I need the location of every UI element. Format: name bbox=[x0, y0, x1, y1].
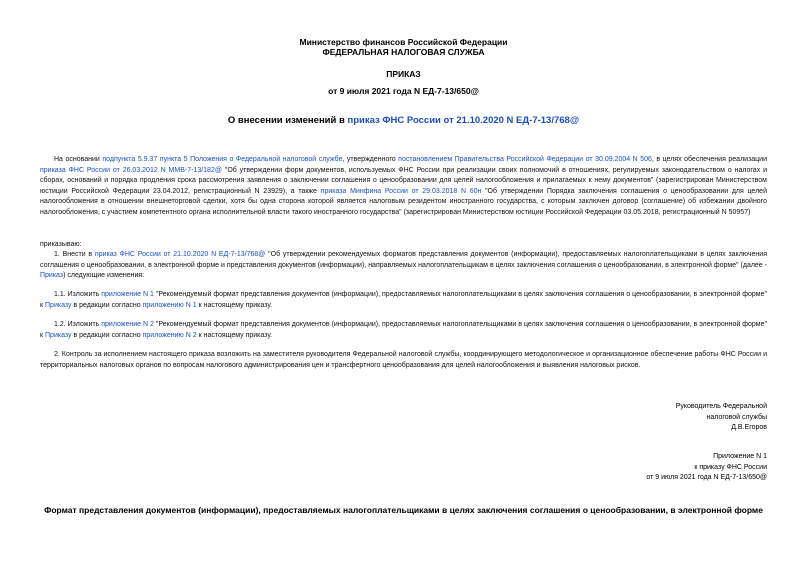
item-1-2-prikaz-link[interactable]: Приказу bbox=[45, 331, 72, 339]
ministry-heading: Министерство финансов Российской Федерации bbox=[299, 37, 508, 47]
preamble-text-1: На основании bbox=[54, 156, 103, 163]
item-1-1-text-3: в редакции согласно bbox=[71, 301, 143, 309]
item-1-1-new-appendix-link[interactable]: приложению N 1 bbox=[142, 301, 197, 309]
item-1-order-link[interactable]: приказ ФНС России от 21.10.2020 N ЕД-7-13/768@ bbox=[94, 251, 266, 258]
title-prefix: О внесении изменений в bbox=[227, 115, 348, 126]
item-1-1-text-2: "Рекомендуемый формат представления документов (информации), предоставляемых налогоплательщиками в целях заключения соглашения о ценообразовании, в электронной форме" к bbox=[40, 291, 768, 309]
item-1-2 bbox=[40, 320, 767, 341]
item-2: 2. Контроль за исполнением настоящего приказа возложить на заместителя руководителя Федеральной налоговой службы, координирующего методологическое и организационное обеспечение работы ФНС России и территориальных налоговых органов по вопросам налогового администрирования цен и трансфертного ценообразования для целей налогообложения и выявления налоговых рисков. bbox=[40, 351, 767, 369]
item-1-1-prikaz-link[interactable]: Приказу bbox=[45, 301, 72, 309]
item-1 bbox=[40, 250, 767, 282]
item-1-text-2: "Об утверждении рекомендуемых форматов представления документов (информации), предоставляемых налогоплательщиками в целях заключения соглашения о ценообразовании, в электронной форме и представления документов (информации), направляемых налогоплательщикам в целях заключения соглашения о ценообразовании, в электронной форме" (далее - bbox=[40, 251, 767, 269]
signature-position-2: налоговой службы bbox=[706, 413, 767, 421]
item-1-2-text-2: "Рекомендуемый формат представления документов (информации), предоставляемых налогоплательщиками в целях заключения соглашения о ценообразовании, в электронной форме" к bbox=[40, 321, 768, 339]
item-1-text-3: ) следующие изменения: bbox=[63, 272, 145, 280]
item-1-2-text-1: 1.2. Изложить bbox=[54, 321, 102, 328]
item-1-1-appendix-link[interactable]: приложение N 1 bbox=[101, 291, 154, 298]
order-word: приказываю: bbox=[40, 241, 82, 248]
item-1-1 bbox=[40, 290, 767, 311]
preamble-text-5: "Об утверждении Порядка заключения соглашения о ценообразовании для целей налогообложения в отношении внешнеторговой сделки, хотя бы одна сторона которой является налоговым резидентом иностранного государства, с которым заключен договор (соглашение) об избежании двойного налогообложения, с участием компетентного органа исполнительной власти такого иностранного государства" (зарегистрирован Министерством юстиции Российской Федерации 03.05.2018, регистрационный N 50957) bbox=[40, 187, 767, 216]
preamble-link-order-60n[interactable]: приказа Минфина России от 29.03.2018 N 60н bbox=[320, 187, 482, 195]
preamble-text-4: "Об утверждении форм документов, используемых ФНС России при реализации своих полномочий в отношениях, регулируемых законодательством о налогах и сборах, оснований и порядка продления срока рассмотрения заявления о заключении соглашения о ценообразовании для целей налогообложения и прилагаемых к нему документов" (зарегистрирован Министерством юстиции Российской Федерации 23.04.2012, регистрационный N 23929), а также bbox=[40, 166, 767, 195]
preamble-text-2: , утвержденного bbox=[342, 156, 399, 163]
item-1-2-new-appendix-link[interactable]: приложению N 2 bbox=[142, 331, 197, 339]
item-1-1-text-1: 1.1. Изложить bbox=[54, 291, 102, 298]
appendix-block bbox=[646, 452, 767, 484]
preamble-text-3: , в целях обеспечения реализации bbox=[651, 156, 768, 163]
item-1-2-appendix-link[interactable]: приложение N 2 bbox=[101, 321, 154, 328]
signature-position-1: Руководитель Федеральной bbox=[675, 403, 767, 410]
preamble-link-order-182[interactable]: приказа ФНС России от 26.03.2012 N ММВ-7-13/182@ bbox=[40, 166, 222, 174]
service-heading: ФЕДЕРАЛЬНАЯ НАЛОГОВАЯ СЛУЖБА bbox=[322, 47, 485, 57]
preamble-link-regulation[interactable]: подпункта 5.9.37 пункта 5 Положения о Федеральной налоговой службе bbox=[102, 156, 343, 163]
signature-name: Д.В.Егоров bbox=[731, 424, 767, 432]
preamble-link-resolution[interactable]: постановлением Правительства Российской Федерации от 30.09.2004 N 506 bbox=[398, 156, 652, 163]
item-1-1-text-4: к настоящему приказу. bbox=[196, 301, 273, 309]
item-1-2-text-4: к настоящему приказу. bbox=[196, 331, 273, 339]
title-order-link[interactable]: приказ ФНС России от 21.10.2020 N ЕД-7-13/768@ bbox=[347, 115, 580, 126]
format-title: Формат представления документов (информации), предоставляемых налогоплательщиками в целях заключения соглашения о ценообразовании, в электронной форме bbox=[44, 505, 763, 515]
document-date-number: от 9 июля 2021 года N ЕД-7-13/650@ bbox=[328, 86, 479, 96]
appendix-order-ref: к приказу ФНС России bbox=[694, 463, 767, 471]
preamble-paragraph bbox=[40, 155, 767, 219]
document-title bbox=[0, 115, 807, 126]
item-1-prikaz-link[interactable]: Приказ bbox=[40, 272, 64, 280]
appendix-number: Приложение N 1 bbox=[713, 453, 767, 460]
appendix-order-date: от 9 июля 2021 года N ЕД-7-13/650@ bbox=[646, 474, 767, 482]
item-1-text-1: 1. Внести в bbox=[54, 251, 95, 258]
document-type: ПРИКАЗ bbox=[386, 69, 421, 79]
item-1-2-text-3: в редакции согласно bbox=[71, 331, 143, 339]
signature-block bbox=[676, 402, 767, 434]
